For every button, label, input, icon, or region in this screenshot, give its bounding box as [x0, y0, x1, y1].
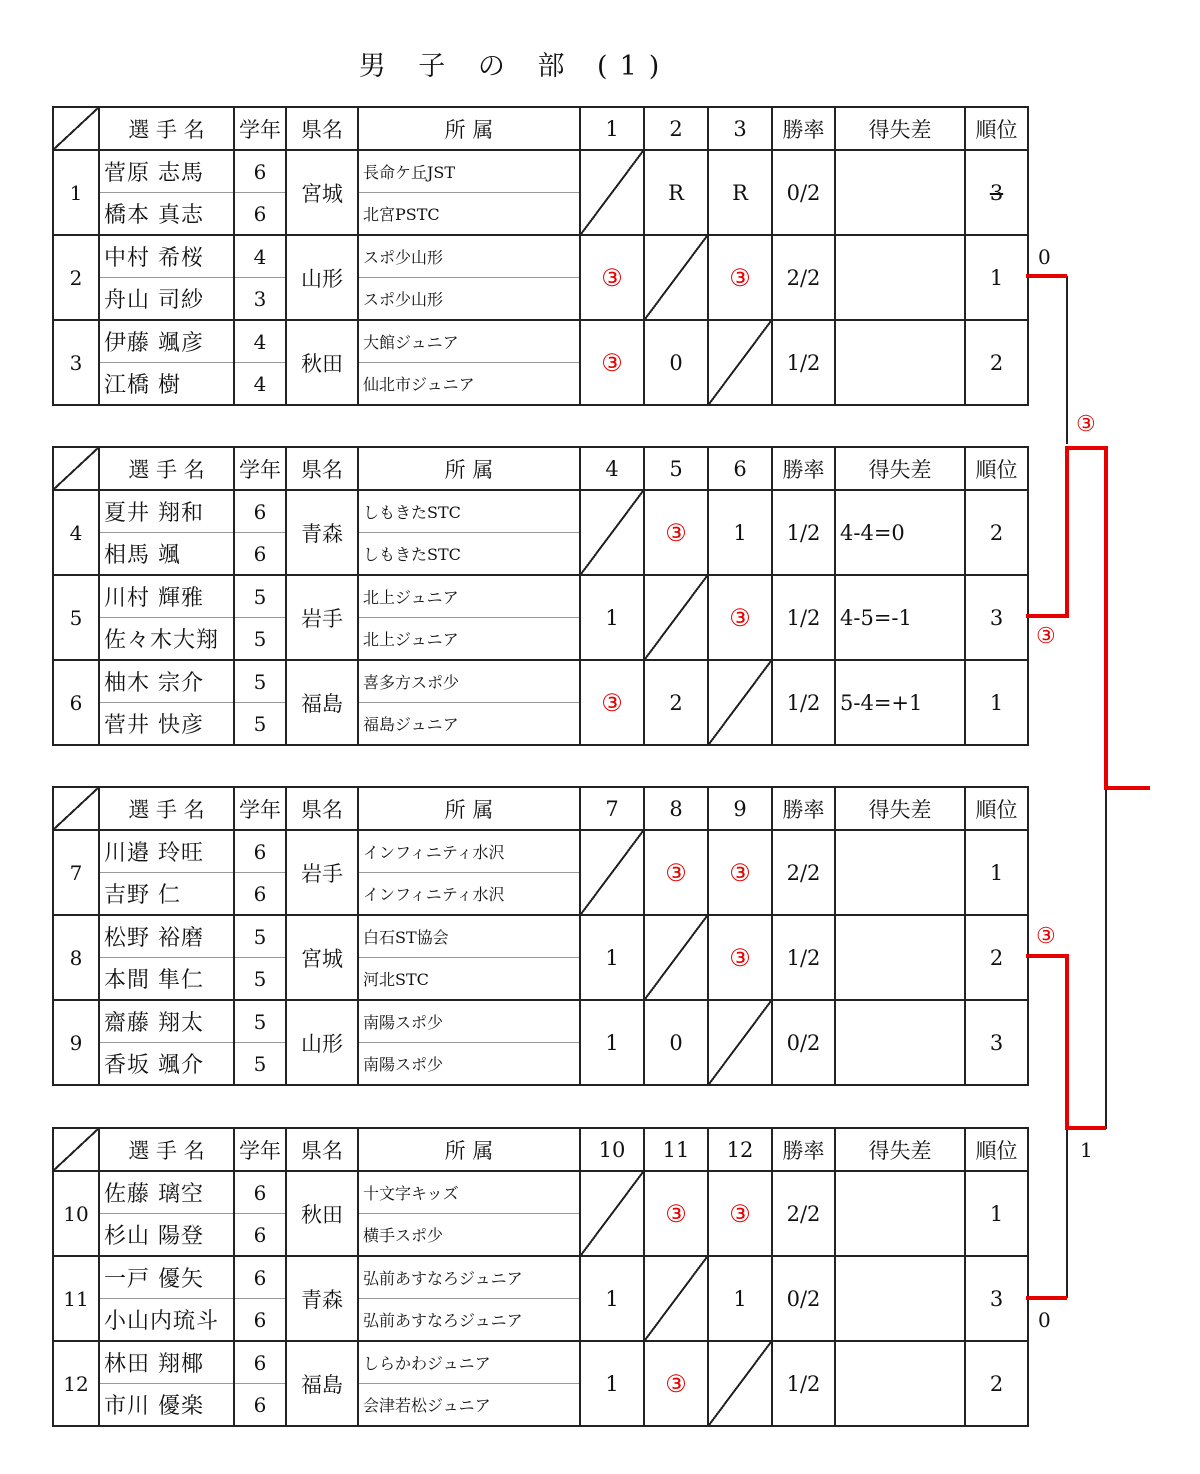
header-grade: 学年: [234, 1128, 286, 1171]
player-name: 本間 隼仁: [99, 958, 234, 1001]
player-name: 中村 希桜: [99, 235, 234, 278]
match-score: 1: [580, 915, 644, 1000]
header-opponent-col: 10: [580, 1128, 644, 1171]
rank: 2: [965, 1341, 1028, 1426]
match-score: 1: [580, 575, 644, 660]
prefecture: 山形: [286, 235, 358, 320]
club-name: 弘前あすなろジュニア: [358, 1299, 580, 1342]
player-name: 川邉 玲旺: [99, 830, 234, 873]
player-grade: 4: [234, 363, 286, 406]
player-grade: 5: [234, 958, 286, 1001]
bracket-winner-line: [1026, 956, 1106, 1128]
player-grade: 5: [234, 575, 286, 618]
club-name: 北上ジュニア: [358, 575, 580, 618]
team-number: 2: [53, 235, 99, 320]
player-grade: 6: [234, 1214, 286, 1257]
prefecture: 青森: [286, 490, 358, 575]
player-grade: 5: [234, 1043, 286, 1086]
prefecture: 岩手: [286, 830, 358, 915]
win-rate: 0/2: [772, 1256, 835, 1341]
player-name: 舟山 司紗: [99, 278, 234, 321]
prefecture: 山形: [286, 1000, 358, 1085]
player-name: 林田 翔椰: [99, 1341, 234, 1384]
player-name: 香坂 颯介: [99, 1043, 234, 1086]
rank: 1: [965, 830, 1028, 915]
club-name: インフィニティ水沢: [358, 830, 580, 873]
header-pref: 県名: [286, 107, 358, 150]
bracket-score-label: ③: [1076, 412, 1096, 437]
player-grade: 4: [234, 235, 286, 278]
club-name: 福島ジュニア: [358, 703, 580, 746]
club-name: 横手スポ少: [358, 1214, 580, 1257]
header-club: 所 属: [358, 447, 580, 490]
club-name: 喜多方スポ少: [358, 660, 580, 703]
player-name: 杉山 陽登: [99, 1214, 234, 1257]
win-rate: 1/2: [772, 660, 835, 745]
club-name: 十文字キッズ: [358, 1171, 580, 1214]
rank: 3: [965, 150, 1028, 235]
player-grade: 6: [234, 1341, 286, 1384]
match-score: R: [644, 150, 708, 235]
match-score: 1: [708, 490, 772, 575]
win-rate: 2/2: [772, 830, 835, 915]
player-grade: 5: [234, 1000, 286, 1043]
header-rank: 順位: [965, 447, 1028, 490]
match-score: ③: [708, 1171, 772, 1256]
prefecture: 秋田: [286, 320, 358, 405]
player-name: 市川 優楽: [99, 1384, 234, 1427]
win-rate: 1/2: [772, 320, 835, 405]
player-name: 佐々木大翔: [99, 618, 234, 661]
player-grade: 5: [234, 703, 286, 746]
player-name: 佐藤 璃空: [99, 1171, 234, 1214]
match-score: ③: [580, 320, 644, 405]
header-opponent-col: 11: [644, 1128, 708, 1171]
team-number: 12: [53, 1341, 99, 1426]
player-grade: 5: [234, 618, 286, 661]
header-pref: 県名: [286, 447, 358, 490]
team-number: 8: [53, 915, 99, 1000]
match-score: 1: [580, 1341, 644, 1426]
club-name: 弘前あすなろジュニア: [358, 1256, 580, 1299]
rank: 3: [965, 575, 1028, 660]
club-name: 北上ジュニア: [358, 618, 580, 661]
rank: 2: [965, 915, 1028, 1000]
header-opponent-col: 3: [708, 107, 772, 150]
match-score: ③: [644, 1171, 708, 1256]
header-rate: 勝率: [772, 1128, 835, 1171]
club-name: しもきたSTC: [358, 533, 580, 576]
player-grade: 5: [234, 660, 286, 703]
match-score: 0: [644, 320, 708, 405]
win-rate: 2/2: [772, 1171, 835, 1256]
club-name: しらかわジュニア: [358, 1341, 580, 1384]
header-opponent-col: 7: [580, 787, 644, 830]
prefecture: 宮城: [286, 915, 358, 1000]
rank: 2: [965, 320, 1028, 405]
player-grade: 6: [234, 1171, 286, 1214]
club-name: 北宮PSTC: [358, 193, 580, 236]
page-title: 男 子 の 部 (1): [358, 51, 672, 82]
header-diff: 得失差: [835, 447, 965, 490]
team-number: 11: [53, 1256, 99, 1341]
player-grade: 6: [234, 1256, 286, 1299]
header-opponent-col: 12: [708, 1128, 772, 1171]
header-club: 所 属: [358, 787, 580, 830]
match-score: ③: [708, 575, 772, 660]
player-grade: 6: [234, 490, 286, 533]
player-name: 松野 裕磨: [99, 915, 234, 958]
player-name: 相馬 颯: [99, 533, 234, 576]
header-rank: 順位: [965, 107, 1028, 150]
club-name: しもきたSTC: [358, 490, 580, 533]
header-pref: 県名: [286, 1128, 358, 1171]
prefecture: 岩手: [286, 575, 358, 660]
win-rate: 2/2: [772, 235, 835, 320]
win-rate: 1/2: [772, 575, 835, 660]
match-score: ③: [708, 830, 772, 915]
header-diff: 得失差: [835, 1128, 965, 1171]
bracket-score-label: 0: [1038, 245, 1051, 269]
prefecture: 福島: [286, 1341, 358, 1426]
team-number: 4: [53, 490, 99, 575]
match-score: 0: [644, 1000, 708, 1085]
player-grade: 6: [234, 1299, 286, 1342]
match-score: ③: [580, 660, 644, 745]
header-opponent-col: 6: [708, 447, 772, 490]
match-score: 2: [644, 660, 708, 745]
win-rate: 0/2: [772, 150, 835, 235]
point-difference: 4-5=-1: [835, 575, 965, 660]
point-difference: 4-4=0: [835, 490, 965, 575]
header-opponent-col: 8: [644, 787, 708, 830]
header-opponent-col: 1: [580, 107, 644, 150]
player-name: 一戸 優矢: [99, 1256, 234, 1299]
player-name: 小山内琉斗: [99, 1299, 234, 1342]
header-opponent-col: 9: [708, 787, 772, 830]
club-name: 仙北市ジュニア: [358, 363, 580, 406]
match-score: 1: [580, 1000, 644, 1085]
player-grade: 6: [234, 150, 286, 193]
rank: 3: [965, 1256, 1028, 1341]
player-grade: 6: [234, 1384, 286, 1427]
header-diff: 得失差: [835, 107, 965, 150]
match-score: ③: [644, 830, 708, 915]
team-number: 7: [53, 830, 99, 915]
player-grade: 6: [234, 873, 286, 916]
club-name: スポ少山形: [358, 235, 580, 278]
bracket-winner-line: [1026, 448, 1150, 788]
team-number: 9: [53, 1000, 99, 1085]
header-rate: 勝率: [772, 787, 835, 830]
match-score: ③: [644, 490, 708, 575]
team-number: 6: [53, 660, 99, 745]
rank: 1: [965, 660, 1028, 745]
player-name: 橋本 真志: [99, 193, 234, 236]
player-name: 江橋 樹: [99, 363, 234, 406]
header-opponent-col: 5: [644, 447, 708, 490]
player-grade: 4: [234, 320, 286, 363]
player-name: 吉野 仁: [99, 873, 234, 916]
point-difference: 5-4=+1: [835, 660, 965, 745]
rank: 3: [965, 1000, 1028, 1085]
match-score: ③: [708, 915, 772, 1000]
club-name: 会津若松ジュニア: [358, 1384, 580, 1427]
header-grade: 学年: [234, 447, 286, 490]
bracket-score-label: ③: [1036, 924, 1056, 949]
header-name: 選 手 名: [99, 1128, 234, 1171]
prefecture: 宮城: [286, 150, 358, 235]
header-rank: 順位: [965, 787, 1028, 830]
header-club: 所 属: [358, 107, 580, 150]
header-grade: 学年: [234, 787, 286, 830]
match-score: 1: [708, 1256, 772, 1341]
player-name: 川村 輝雅: [99, 575, 234, 618]
rank: 1: [965, 1171, 1028, 1256]
match-score: ③: [644, 1341, 708, 1426]
match-score: ③: [580, 235, 644, 320]
player-grade: 5: [234, 915, 286, 958]
header-opponent-col: 2: [644, 107, 708, 150]
rank: 2: [965, 490, 1028, 575]
player-name: 齋藤 翔太: [99, 1000, 234, 1043]
header-club: 所 属: [358, 1128, 580, 1171]
club-name: スポ少山形: [358, 278, 580, 321]
prefecture: 秋田: [286, 1171, 358, 1256]
player-grade: 6: [234, 830, 286, 873]
win-rate: 1/2: [772, 915, 835, 1000]
club-name: 河北STC: [358, 958, 580, 1001]
win-rate: 0/2: [772, 1000, 835, 1085]
team-number: 5: [53, 575, 99, 660]
header-name: 選 手 名: [99, 107, 234, 150]
match-score: 1: [580, 1256, 644, 1341]
prefecture: 福島: [286, 660, 358, 745]
header-rate: 勝率: [772, 107, 835, 150]
club-name: インフィニティ水沢: [358, 873, 580, 916]
bracket-score-label: 1: [1080, 1138, 1093, 1162]
player-grade: 6: [234, 533, 286, 576]
team-number: 10: [53, 1171, 99, 1256]
club-name: 白石ST協会: [358, 915, 580, 958]
bracket-score-label: 0: [1038, 1308, 1051, 1332]
player-name: 菅井 快彦: [99, 703, 234, 746]
player-grade: 6: [234, 193, 286, 236]
header-rank: 順位: [965, 1128, 1028, 1171]
header-opponent-col: 4: [580, 447, 644, 490]
prefecture: 青森: [286, 1256, 358, 1341]
player-name: 伊藤 颯彦: [99, 320, 234, 363]
header-pref: 県名: [286, 787, 358, 830]
win-rate: 1/2: [772, 490, 835, 575]
bracket-score-label: ③: [1036, 624, 1056, 649]
header-diff: 得失差: [835, 787, 965, 830]
player-name: 夏井 翔和: [99, 490, 234, 533]
win-rate: 1/2: [772, 1341, 835, 1426]
bracket-line: [1067, 788, 1106, 1128]
club-name: 南陽スポ少: [358, 1043, 580, 1086]
header-rate: 勝率: [772, 447, 835, 490]
header-name: 選 手 名: [99, 447, 234, 490]
club-name: 大館ジュニア: [358, 320, 580, 363]
header-name: 選 手 名: [99, 787, 234, 830]
match-score: R: [708, 150, 772, 235]
team-number: 1: [53, 150, 99, 235]
player-grade: 3: [234, 278, 286, 321]
header-grade: 学年: [234, 107, 286, 150]
team-number: 3: [53, 320, 99, 405]
player-name: 菅原 志馬: [99, 150, 234, 193]
player-name: 柚木 宗介: [99, 660, 234, 703]
club-name: 南陽スポ少: [358, 1000, 580, 1043]
match-score: ③: [708, 235, 772, 320]
rank: 1: [965, 235, 1028, 320]
club-name: 長命ケ丘JST: [358, 150, 580, 193]
